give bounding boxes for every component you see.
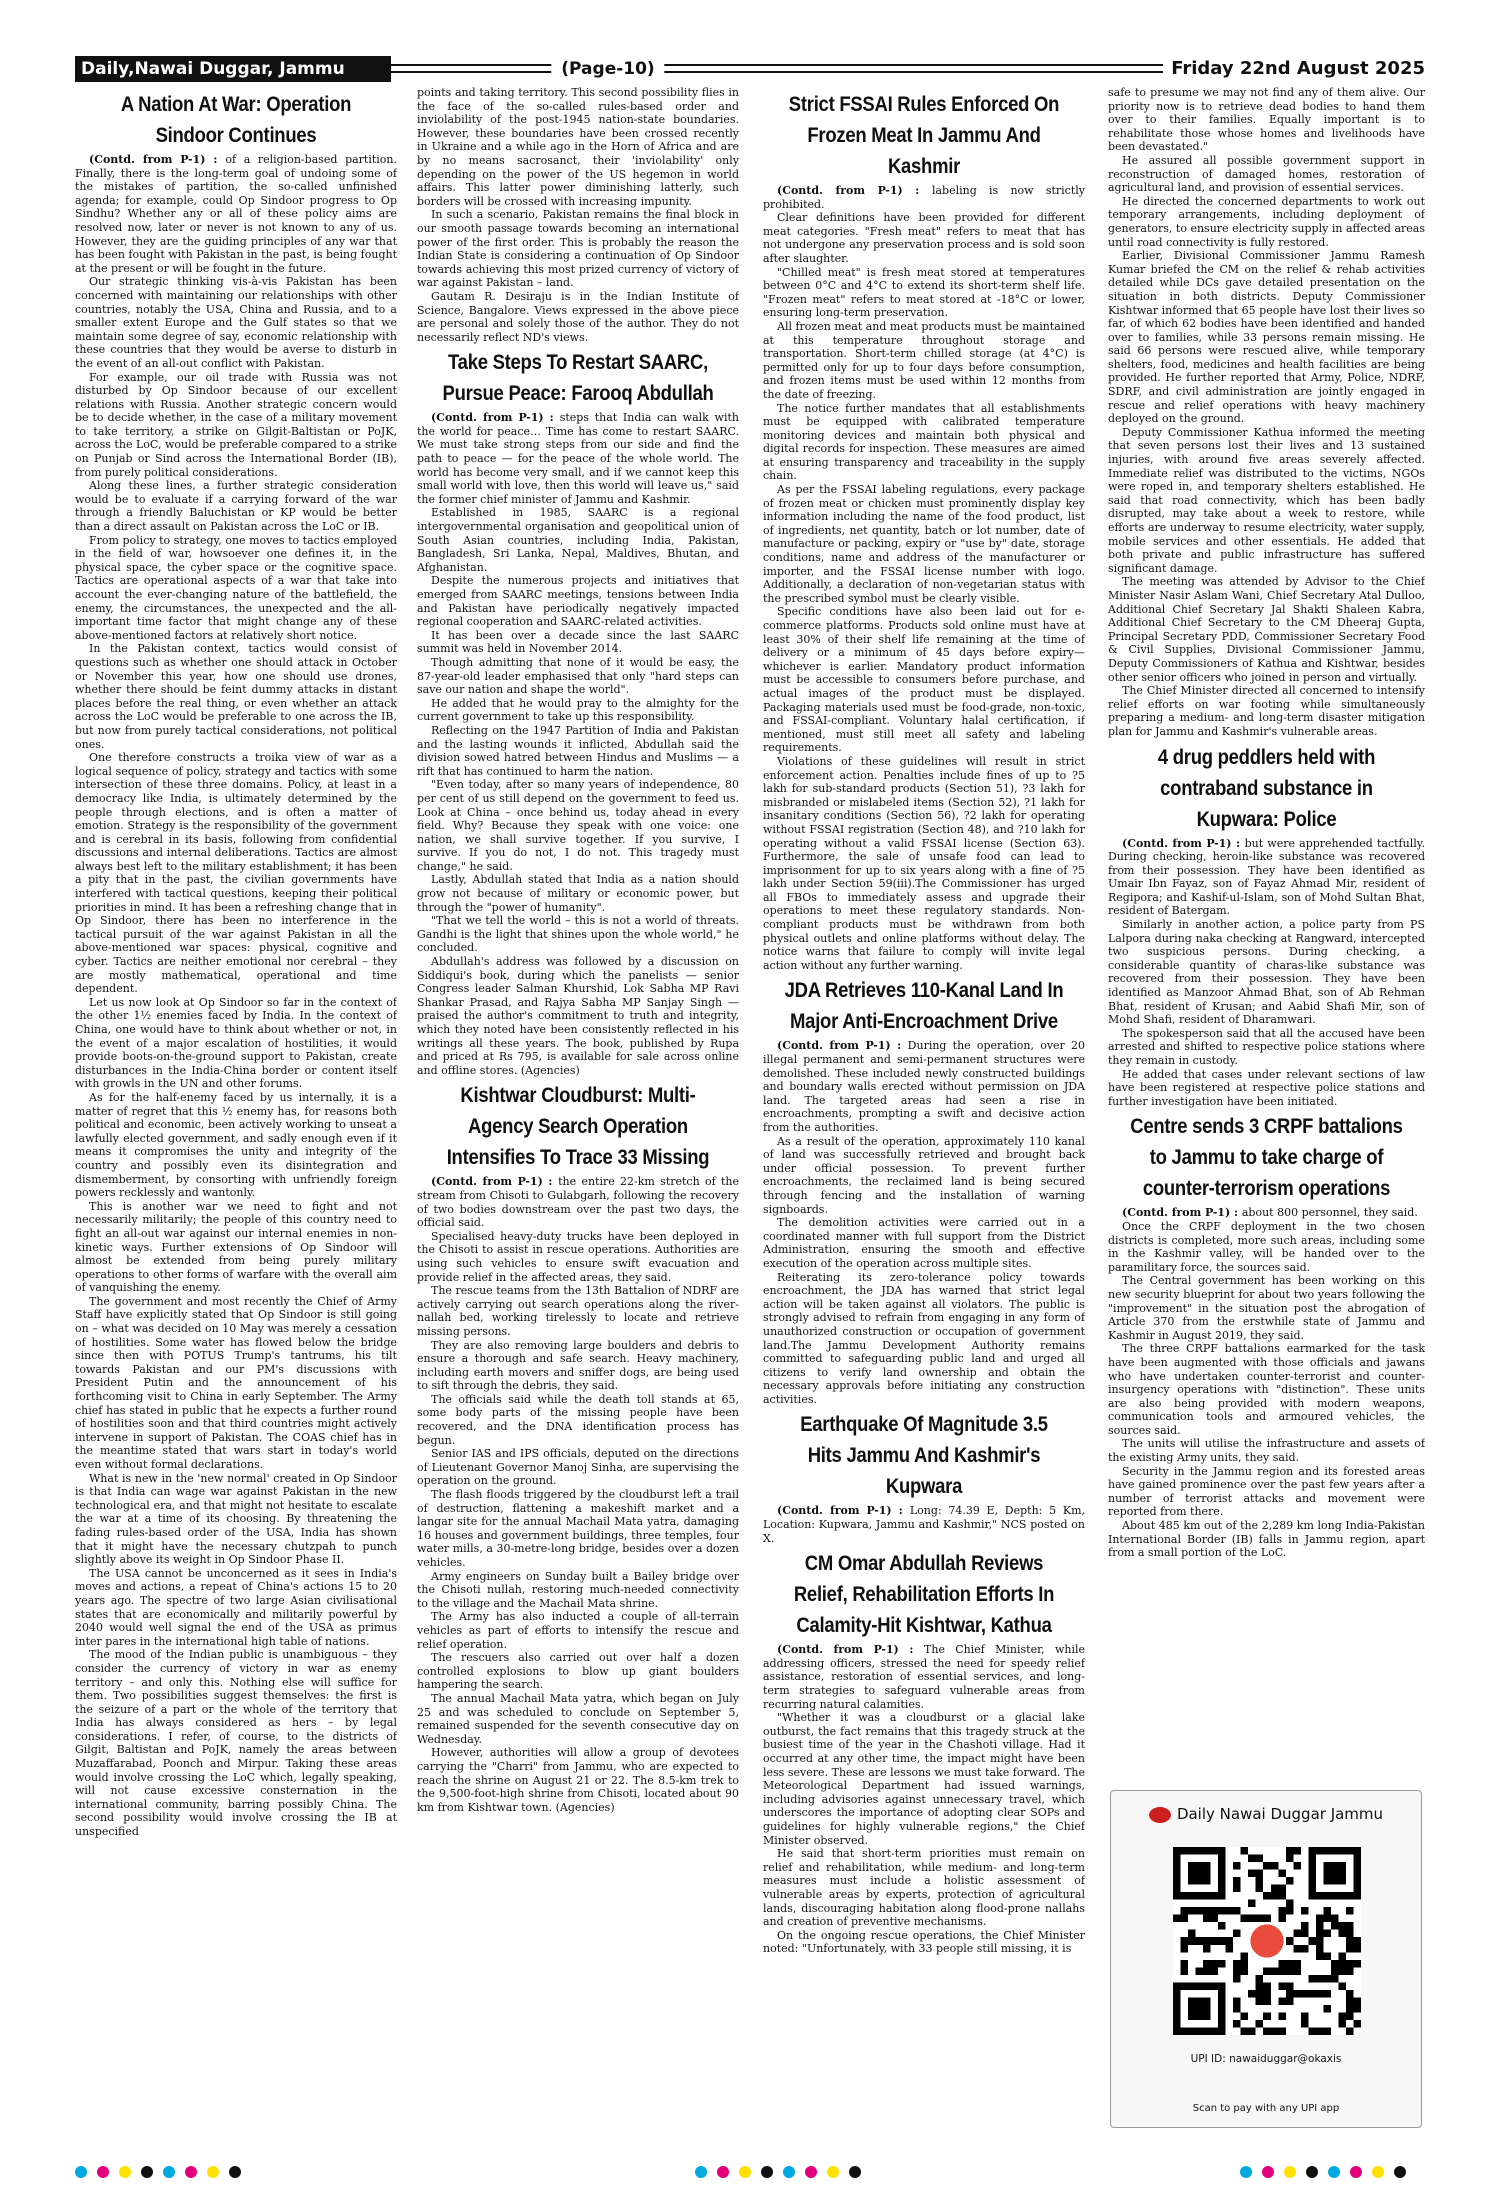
- article-paragraph: The government and most recently the Chief of Army Staff have explicitly stated that Op Sindoor is still going on – what was decided on 10 May was merely a cessation of hostilities. Some water has flowed below the bridge since then with POTUS Trump's tantrums, his tilt towards Pakistan and our PM's discussions with President Putin and the announcement of his forthcoming visit to China in early September. The Army chief has stated in public that he expects a further round of hostilities soon and that third countries might actively intervene in support of Pakistan. The COAS chief has in the meantime stated that wars start in today's world even without formal declarations.: [75, 1294, 397, 1471]
- article-paragraph: The notice further mandates that all establishments must be equipped with calibrated temperature monitoring devices and maintain both physical and digital records for inspection. These measures are aimed at ensuring transparency and traceability in the supply chain.: [763, 401, 1085, 483]
- article-paragraph: The flash floods triggered by the cloudburst left a trail of destruction, flattening a makeshift market and a langar site for the annual Machail Mata yatra, damaging 16 houses and government buildings, three temples, four water mills, a 30-metre-long bridge, besides over a dozen vehicles.: [417, 1488, 739, 1569]
- article-paragraph: (Contd. from P-1) : about 800 personnel, they said.: [1122, 1206, 1418, 1220]
- continued-from-label: (Contd. from P-1) :: [777, 184, 932, 197]
- article-paragraph: (Contd. from P-1) : The Chief Minister, while addressing officers, stressed the need for speedy relief assistance, restoration of essential services, and long-term strategies to safeguard vulnerable areas from recurring natural calamities.: [763, 1643, 1085, 1711]
- continued-from-label: (Contd. from P-1) :: [777, 1504, 910, 1518]
- continued-from-label: (Contd. from P-1) :: [89, 153, 226, 166]
- column-3: [763, 86, 1085, 2146]
- article-paragraph: Clear definitions have been provided for different meat categories. "Fresh meat" refers to meat that has not undergone any preservation process and is sold soon after slaughter.: [763, 211, 1085, 265]
- registration-dot: [1394, 2166, 1406, 2178]
- article-paragraph: Reflecting on the 1947 Partition of India and Pakistan and the lasting wounds it inflicted, Abdullah said the division sowed hatred between Hindus and Muslims — a rift that has continued to harm the nation.: [417, 723, 739, 778]
- registration-dot: [849, 2166, 861, 2178]
- headline-fssai: Strict FSSAI Rules Enforced On Frozen Meat In Jammu And Kashmir: [788, 93, 1060, 178]
- article-paragraph: (Contd. from P-1) : Long: 74.39 E, Depth: 5 Km, Location: Kupwara, Jammu and Kashmir," NCS posted on X.: [763, 1504, 1085, 1545]
- headline-drug-peddlers: 4 drug peddlers held with contraband substance in Kupwara: Police: [1157, 745, 1376, 831]
- registration-dot: [783, 2166, 795, 2178]
- article-paragraph: About 485 km out of the 2,289 km long India-Pakistan International Border (IB) falls in Jammu region, apart from a small portion of the LoC.: [1108, 1519, 1425, 1560]
- article-paragraph: Senior IAS and IPS officials, deputed on the directions of Lieutenant Governor Manoj Sinha, are supervising the operation on the ground.: [417, 1447, 739, 1488]
- column-1: [75, 86, 397, 2146]
- article-paragraph: Despite the numerous projects and initiatives that emerged from SAARC meetings, tensions between India and Pakistan have periodically negatively impacted regional cooperation and SAARC-related activities.: [417, 574, 739, 629]
- article-paragraph: Reiterating its zero-tolerance policy towards encroachment, the JDA has warned that strict legal action will be taken against all violators. The public is strongly advised to refrain from engaging in any form of unauthorized construction or occupation of government land.The Jammu Development Authority remains committed to safeguarding public land and urged all citizens to verify land ownership and obtain the necessary approvals before initiating any construction activities.: [763, 1270, 1085, 1406]
- continued-from-label: (Contd. from P-1) :: [777, 1643, 925, 1657]
- article-paragraph: safe to presume we may not find any of them alive. Our priority now is to retrieve dead bodies to hand them over to their families. Equally important is to rehabilitate those whose homes and livelihoods have been devastated.": [1108, 86, 1425, 154]
- headline-cm-relief: CM Omar Abdullah Reviews Relief, Rehabilitation Efforts In Calamity-Hit Kishtwar, Kathua: [793, 1552, 1055, 1638]
- article-paragraph: Though admitting that none of it would be easy, the 87-year-old leader emphasised that only "hard steps can save our nation and shape the world".: [417, 655, 739, 697]
- article-paragraph: Specific conditions have also been laid out for e-commerce platforms. Products sold online must have at least 30% of their shelf life remaining at the time of delivery or a minimum of 45 days before expiry—whichever is earlier. Mandatory product information must be accessible to consumers before purchase, and actual images of the product must be displayed. Packaging materials used must be food-grade, non-toxic, and FSSAI-compliant. Voluntary halal certification, if mentioned, must still meet all safety and labeling requirements.: [763, 605, 1085, 755]
- article-paragraph: The Chief Minister directed all concerned to intensify relief efforts on war footing while simultaneously preparing a medium- and long-term disaster mitigation plan for Jammu and Kashmir's vulnerable areas.: [1108, 684, 1425, 738]
- article-paragraph: "That we tell the world – this is not a world of threats. Gandhi is the light that shines upon the whole world," he concluded.: [417, 914, 739, 955]
- article-paragraph: Violations of these guidelines will result in strict enforcement action. Penalties include fines of up to ?5 lakh for sub-standard products (Section 51), ?3 lakh for misbranded or mislabeled items (Section 52), ?1 lakh for insanitary conditions (Section 56), ?2 lakh for operating without FSSAI registration (Section 48), and ?10 lakh for operating without a valid FSSAI license (Section 63). Furthermore, the sale of unsafe food can lead to imprisonment for up to six years along with a fine of ?5 lakh under Section 59(iii).The Commissioner has urged all FBOs to immediately assess and upgrade their operations to meet these regulatory standards. Non-compliant products must be withdrawn from both physical outlets and online platforms without delay. The notice warns that failure to comply will invite legal action without any further warning.: [763, 754, 1085, 972]
- article-paragraph: As for the half-enemy faced by us internally, it is a matter of regret that this ½ enemy has, for reasons both political and economic, been actively working to unseat a lawfully elected government, and sadly enough even if it means it compromises the unity and integrity of the country and possibly even its disintegration and dismemberment, by consorting with unfriendly foreign powers recklessly and wantonly.: [75, 1090, 397, 1200]
- article-paragraph: Earlier, Divisional Commissioner Jammu Ramesh Kumar briefed the CM on the relief & rehab activities detailed while DCs gave detailed presentation on the situation in both districts. Deputy Commissioner Kishtwar informed that 65 people have lost their lives so far, of which 62 bodies have been identified and handed over to families, while 33 persons remain missing. He said 66 persons were rescued alive, while temporary shelters, food, medicines and health facilities are being provided. He further reported that Army, Police, NDRF, SDRF, and civil administration are jointly engaged in rescue and relief operations with heavy machinery deployed on the ground.: [1108, 249, 1425, 426]
- headline-saarc: Take Steps To Restart SAARC, Pursue Peace: Farooq Abdullah: [442, 351, 714, 406]
- continued-from-label: (Contd. from P-1) :: [431, 411, 560, 425]
- registration-dot: [207, 2166, 219, 2178]
- article-paragraph: For example, our oil trade with Russia was not disturbed by Op Sindoor because of our excellent relations with Russia. Another strategic concern would be to decide whether, in the case of a military movement to take territory, a strike on Gilgit-Baltistan or PoJK, across the LoC, would be preferable compared to a strike on Punjab or Sind across the International Border (IB), from purely political considerations.: [75, 370, 397, 479]
- article-paragraph: The rescue teams from the 13th Battalion of NDRF are actively carrying out search operations along the river-nallah bed, working tirelessly to locate and retrieve missing persons.: [417, 1284, 739, 1338]
- article-paragraph: (Contd. from P-1) : steps that India can walk with the world for peace… Time has come to restart SAARC. We must take strong steps from our side and find the path to peace — for the peace of the whole world. The world has become very small, and if we cannot keep this small world with love, then this world will leave us," said the former chief minister of Jammu and Kashmir.: [417, 411, 739, 506]
- article-paragraph: In the Pakistan context, tactics would consist of questions such as whether one should attack in October or November this year, how one should use drones, whether there should be feint dummy attacks in distant places before the real thing, or even whether an attack across the LoC would be preferable to one across the IB, but now from purely tactical considerations, not political ones.: [75, 642, 397, 751]
- article-paragraph: Specialised heavy-duty trucks have been deployed in the Chisoti to assist in rescue operations. Authorities are using such vehicles to ensure swift evacuation and provide relief in the affected areas, they said.: [417, 1229, 739, 1284]
- article-paragraph: Gautam R. Desiraju is in the Indian Institute of Science, Bangalore. Views expressed in the above piece are personal and solely those of the author. They do not necessarily reflect ND's views.: [417, 289, 739, 344]
- article-paragraph: He said that short-term priorities must remain on relief and rehabilitation, while medium- and long-term measures must include a holistic assessment of vulnerable areas by experts, protection of agricultural lands, discouraging habitation along flood-prone nallahs and creation of preventive mechanisms.: [763, 1847, 1085, 1929]
- registration-dot: [163, 2166, 175, 2178]
- article-paragraph: Along these lines, a further strategic consideration would be to evaluate if a carrying forward of the war through a friendly Baluchistan or KP would be better than a direct assault on Pakistan across the LoC or IB.: [75, 479, 397, 534]
- article-paragraph: On the ongoing rescue operations, the Chief Minister noted: "Unfortunately, with 33 people still missing, it is: [763, 1928, 1085, 1956]
- article-paragraph: The rescuers also carried out over half a dozen controlled explosions to blow up giant boulders hampering the search.: [417, 1651, 739, 1692]
- registration-dot: [1372, 2166, 1384, 2178]
- article-paragraph: The spokesperson said that all the accused have been arrested and shifted to respective police stations where they remain in custody.: [1108, 1026, 1425, 1067]
- article-paragraph: It has been over a decade since the last SAARC summit was held in November 2014.: [417, 628, 739, 656]
- article-paragraph: The demolition activities were carried out in a coordinated manner with full support from the District Administration, ensuring the smooth and effective execution of the operation across multiple sites.: [763, 1216, 1085, 1270]
- upi-ad: [1110, 1790, 1422, 2128]
- headline-kishtwar: Kishtwar Cloudburst: Multi-Agency Search Operation Intensifies To Trace 33 Missing: [446, 1084, 710, 1170]
- article-paragraph: (Contd. from P-1) : During the operation, over 20 illegal permanent and semi-permanent structures were demolished. These included newly constructed buildings and boundary walls erected without permission on JDA land. The targeted areas had seen a rise in encroachments, prompting a swift and decisive action from the authorities.: [763, 1039, 1085, 1134]
- article-paragraph: As per the FSSAI labeling regulations, every package of frozen meat or chicken must prominently display key information including the name of the food product, list of ingredients, net quantity, batch or lot number, date of manufacture or packing, expiry or "use by" date, storage conditions, name and address of the manufacturer or importer, and the FSSAI license number with logo. Additionally, a declaration of non-vegetarian status with the prescribed symbol must be clearly visible.: [763, 483, 1085, 605]
- headline-crpf: Centre sends 3 CRPF battalions to Jammu to take charge of counter-terrorism operations: [1130, 1115, 1403, 1201]
- upi-id: UPI ID: nawaiduggar@okaxis: [1190, 2053, 1342, 2065]
- article-paragraph: The mood of the Indian public is unambiguous – they consider the currency of victory in war as enemy territory – and only this. Nothing else will suffice for them. Two possibilities suggest themselves: the first is the seizure of a part or the whole of the territory that India has always considered as hers – by legal considerations. I refer, of course, to the districts of Gilgit, Baltistan and PoJK, namely the areas between Muzaffarabad, Poonch and Mirpur. Taking these areas would involve crossing the LoC which, legally speaking, will not cause excessive consternation in the international community, barring possibly China. The second possibility would involve crossing the IB at unspecified: [75, 1648, 397, 1839]
- article-paragraph: The meeting was attended by Advisor to the Chief Minister Nasir Aslam Wani, Chief Secretary Atal Dulloo, Additional Chief Secretary Jal Shakti Shaleen Kabra, Additional Chief Secretary to the CM Dheeraj Gupta, Principal Secretary PDD, Commissioner Secretary Food & Civil Supplies, Divisional Commissioner Jammu, Deputy Commissioners of Kathua and Kishtwar, besides other senior officers who joined in person and virtually.: [1108, 575, 1425, 684]
- article-paragraph: Abdullah's address was followed by a discussion on Siddiqui's book, during which the panelists — senior Congress leader Salman Khurshid, Lok Sabha MP Ravi Shankar Prasad, and Rajya Sabha MP Sanjay Singh — praised the author's commitment to truth and integrity, which they noted have been consistently reflected in his writings all these years. The book, published by Rupa and priced at Rs 795, is available for sale across online and offline stores. (Agencies): [417, 955, 739, 1077]
- registration-dot: [1284, 2166, 1296, 2178]
- article-paragraph: Deputy Commissioner Kathua informed the meeting that seven persons lost their lives and 13 sustained injuries, with around five areas severely affected. Immediate relief was distributed to the victims, NGOs were roped in, and temporary shelters established. He said that road connectivity, which has been badly disrupted, may take about a week to restore, while efforts are underway to resume electricity, water supply, mobile services and other essentials. He added that both private and public infrastructure has suffered significant damage.: [1108, 425, 1425, 575]
- article-paragraph: "Whether it was a cloudburst or a glacial lake outburst, the fact remains that this tragedy struck at the busiest time of the year in the Chashoti village. Had it occurred at any other time, the impact might have been less severe. These are lessons we must take forward. The Meteorological Department had issued warnings, including advisories against unnecessary travel, which underscores the importance of adopting clear SOPs and guidelines for highly vulnerable regions," the Chief Minister observed.: [763, 1711, 1085, 1847]
- article-paragraph: Lastly, Abdullah stated that India as a nation should grow not because of military or economic power, but through the "power of humanity".: [417, 873, 739, 914]
- article-paragraph: The USA cannot be unconcerned as it sees in India's moves and actions, a repeat of China's actions 15 to 20 years ago. The spectre of two large Asian civilisational states that are economically and militarily powerful by 2040 would well signal the end of the USA as primus inter pares in the international high table of nations.: [75, 1566, 397, 1648]
- article-paragraph: "Even today, after so many years of independence, 80 per cent of us still depend on the government to feed us. Look at China – once behind us, today ahead in every field. Why? Because they speak with one voice: one nation, we shall survive together. If you survive, I survive. If you do not, I do not. This tragedy must change," he said.: [417, 778, 739, 873]
- registration-dot: [739, 2166, 751, 2178]
- article-paragraph: The annual Machail Mata yatra, which began on July 25 and was scheduled to conclude on September 5, remained suspended for the seventh consecutive day on Wednesday.: [417, 1691, 739, 1746]
- column-2: [417, 86, 739, 2146]
- registration-dot: [185, 2166, 197, 2178]
- article-paragraph: He assured all possible government support in reconstruction of damaged homes, restoration of agricultural land, and provision of essential services.: [1108, 153, 1425, 195]
- registration-dot: [805, 2166, 817, 2178]
- article-paragraph: However, authorities will allow a group of devotees carrying the "Charri" from Jammu, who are expected to reach the shrine on August 21 or 22. The 8.5-km trek to the 9,500-foot-high shrine from Chisoti, located about 90 km from Kishtwar town. (Agencies): [417, 1746, 739, 1814]
- registration-dot: [1350, 2166, 1362, 2178]
- article-paragraph: The Army has also inducted a couple of all-terrain vehicles as part of efforts to intensify the rescue and relief operation.: [417, 1610, 739, 1651]
- registration-dot: [695, 2166, 707, 2178]
- article-paragraph: (Contd. from P-1) : but were apprehended tactfully. During checking, heroin-like substance was recovered from their possession. They have been identified as Umair Ibn Fayaz, son of Fayaz Ahmad Mir, resident of Regipora; and Kashif-ul-Islam, son of Mohd Sultan Bhat, resident of Batergam.: [1108, 836, 1425, 918]
- headline-earthquake: Earthquake Of Magnitude 3.5 Hits Jammu And Kashmir's Kupwara: [800, 1413, 1048, 1499]
- continued-from-label: (Contd. from P-1) :: [1122, 1206, 1242, 1220]
- article-paragraph: The Central government has been working on this new security blueprint for about two years following the "improvement" in the situation post the abrogation of Article 370 from the erstwhile state of Jammu and Kashmir in August 2019, they said.: [1108, 1274, 1425, 1342]
- registration-marks: [0, 2166, 1500, 2180]
- registration-dot: [1328, 2166, 1340, 2178]
- continued-from-label: (Contd. from P-1) :: [431, 1175, 559, 1189]
- article-paragraph: He added that cases under relevant sections of law have been registered at respective police stations and further investigation have been initiated.: [1108, 1067, 1425, 1108]
- article-paragraph: (Contd. from P-1) : labeling is now strictly prohibited.: [763, 184, 1085, 211]
- article-paragraph: All frozen meat and meat products must be maintained at this temperature throughout storage and transportation. Short-term chilled storage (at 4°C) is permitted only for up to four days before consumption, and frozen items must be used within 12 months from the date of freezing.: [763, 319, 1085, 401]
- registration-dot: [97, 2166, 109, 2178]
- registration-dot: [75, 2166, 87, 2178]
- registration-dot: [119, 2166, 131, 2178]
- registration-dot: [761, 2166, 773, 2178]
- article-paragraph: The units will utilise the infrastructure and assets of the existing Army units, they said.: [1108, 1437, 1425, 1465]
- article-paragraph: He directed the concerned departments to work out temporary arrangements, including deployment of generators, to ensure electricity supply in affected areas until road connectivity is fully restored.: [1108, 194, 1425, 249]
- headline-jda: JDA Retrieves 110-Kanal Land In Major Anti-Encroachment Drive: [784, 979, 1064, 1034]
- article-paragraph: Established in 1985, SAARC is a regional intergovernmental organisation and geopolitical union of South Asian countries, including India, Pakistan, Bangladesh, Sri Lanka, Nepal, Maldives, Bhutan, and Afghanistan.: [417, 506, 739, 574]
- paper-name: Daily,Nawai Duggar, Jammu: [75, 56, 391, 82]
- page-number: (Page-10): [551, 56, 664, 82]
- registration-dot: [1240, 2166, 1252, 2178]
- headline-nation-at-war: A Nation At War: Operation Sindoor Continues: [120, 93, 352, 147]
- article-paragraph: (Contd. from P-1) : of a religion-based partition. Finally, there is the long-term goal of undoing some of the mistakes of partition, the so-called unfinished agenda; for example, could Op Sindoor progress to Op Sindhu? Whether any or all of these policy aims are resolved now, later or never is not known to any of us. However, they are the guiding principles of any war that has been fought with Pakistan in the past, is being fought at the present or will be fought in the future.: [75, 153, 397, 275]
- registration-dot: [827, 2166, 839, 2178]
- article-paragraph: He added that he would pray to the almighty for the current government to take up this responsibility.: [417, 696, 739, 724]
- article-paragraph: This is another war we need to fight and not necessarily militarily; the people of this country need to fight an all-out war against our internal enemies in non-kinetic ways. Further extensions of Op Sindoor will almost be extended from being purely military operations to other forms of warfare with the overall aim of vanquishing the enemy.: [75, 1199, 397, 1295]
- article-paragraph: What is new in the 'new normal' created in Op Sindoor is that India can wage war against Pakistan in the new technological era, and that might not hesitate to escalate the war at a time of its choosing. By threatening the fading rules-based order of the USA, India has shown that it might have the necessary chutzpah to punch slightly above its weight in Op Sindoor Phase II.: [75, 1471, 397, 1567]
- article-paragraph: As a result of the operation, approximately 110 kanal of land was successfully retrieved and brought back under official possession. To prevent further encroachments, the reclaimed land is being secured through fencing and the installation of warning signboards.: [763, 1134, 1085, 1216]
- scan-caption: Scan to pay with any UPI app: [1192, 2103, 1340, 2114]
- article-paragraph: Our strategic thinking vis-à-vis Pakistan has been concerned with maintaining our relationships with other countries, notably the USA, China and Russia, and to a smaller extent Europe and the Gulf states so that we maintain some degree of say, economic relationship with these countries that they would be averse to disturb in the event of an all-out conflict with Pakistan.: [75, 275, 397, 370]
- article-paragraph: One therefore constructs a troika view of war as a logical sequence of policy, strategy and tactics with some intersection of these three domains. Policy, at least in a democracy like India, is ultimately determined by the people through elections, and is often a matter of emotion. Strategy is the responsibility of the government and is cerebral in its basis, following from confidential discussions and internal deliberations. Tactics are almost always best left to the military establishment; it has been a pity that in the past, the civilian governments have interfered with tactical questions, keeping their political priorities in mind. It has been a refreshing change that in Op Sindoor, there has been no interference in the tactical pursuit of the war against Pakistan in all the above-mentioned war spaces: physical, cognitive and cyber. Tactics are neither emotional nor cerebral – they are mostly mathematical, operational and time dependent.: [75, 751, 397, 996]
- article-paragraph: points and taking territory. This second possibility flies in the face of the so-called rules-based order and inviolability of the post-1945 nation-state boundaries. However, these boundaries have been crossed recently in Ukraine and a while ago in the Horn of Africa and are by no means sacrosanct, their 'inviolability' only depending on the power of the US hegemon in world affairs. This latter power diminishing latterly, such borders will be crossed with increasing impunity.: [417, 86, 739, 208]
- continued-from-label: (Contd. from P-1) :: [1122, 836, 1245, 850]
- qr-code-icon[interactable]: [1173, 1847, 1361, 2035]
- masthead: [75, 56, 1425, 82]
- ad-title: Daily Nawai Duggar Jammu: [1176, 1805, 1384, 1823]
- registration-dot: [1262, 2166, 1274, 2178]
- article-paragraph: From policy to strategy, one moves to tactics employed in the field of war, howsoever one defines it, in the physical space, the cyber space or the cognitive space. Tactics are operational aspects of a war that take into account the ever-changing nature of the battlefield, the enemy, the circumstances, the unexpected and the all-important time factor that might change any of these above-mentioned factors at relatively short notice.: [75, 533, 397, 642]
- issue-date: Friday 22nd August 2025: [1163, 56, 1425, 82]
- article-paragraph: In such a scenario, Pakistan remains the final block in our smooth passage towards becoming an international power of the first order. This is probably the reason the Indian State is considering a continuation of Op Sindoor towards achieving this most prized currency of victory of war against Pakistan – land.: [417, 208, 739, 290]
- registration-dot: [141, 2166, 153, 2178]
- article-paragraph: Let us now look at Op Sindoor so far in the context of the other 1½ enemies faced by India. In the context of China, one would have to think about whether or not, in the event of a major escalation of hostilities, it would provide boots-on-the-ground support to Pakistan, create disturbances in the India-China border or content itself with growls in the UN and other forums.: [75, 995, 397, 1091]
- article-paragraph: The officials said while the death toll stands at 65, some body parts of the missing people have been recovered, and the DNA identification process has begun.: [417, 1392, 739, 1447]
- article-paragraph: Once the CRPF deployment in the two chosen districts is completed, more such areas, including some in the Kashmir valley, will be handed over to the paramilitary force, the sources said.: [1108, 1219, 1425, 1274]
- article-paragraph: The three CRPF battalions earmarked for the task have been augmented with those officials and jawans who have undertaken counter-terrorist and counter-insurgency operations with "distinction". These units are also being provided with modern weapons, communication tools and armoured vehicles, the sources said.: [1108, 1342, 1425, 1437]
- article-paragraph: Army engineers on Sunday built a Bailey bridge over the Chisoti nullah, restoring much-needed connectivity to the village and the Machail Mata shrine.: [417, 1569, 739, 1610]
- continued-from-label: (Contd. from P-1) :: [777, 1039, 908, 1053]
- registration-dot: [717, 2166, 729, 2178]
- paper-logo-icon: [1149, 1807, 1171, 1823]
- article-paragraph: (Contd. from P-1) : the entire 22-km stretch of the stream from Chisoti to Gulabgarh, following the recovery of two bodies downstream over the past two days, the official said.: [417, 1175, 739, 1230]
- registration-dot: [229, 2166, 241, 2178]
- article-paragraph: Security in the Jammu region and its forested areas have gained prominence over the past few years after a number of terrorist attacks and movement were reported from there.: [1108, 1464, 1425, 1519]
- article-paragraph: They are also removing large boulders and debris to ensure a thorough and safe search. Heavy machinery, including earth movers and sniffer dogs, are being used to sift through the debris, they said.: [417, 1338, 739, 1393]
- registration-dot: [1306, 2166, 1318, 2178]
- article-paragraph: "Chilled meat" is fresh meat stored at temperatures between 0°C and 4°C to extend its short-term shelf life. "Frozen meat" refers to meat stored at -18°C or lower, ensuring long-term preservation.: [763, 265, 1085, 320]
- article-paragraph: Similarly in another action, a police party from PS Lalpora during naka checking at Rangward, intercepted two suspicious persons. During checking, a considerable quantity of charas-like substance was recovered from their possession. They have been identified as Manzoor Ahmad Bhat, son of Ab Rehman Bhat, resident of Krusan; and Aabid Shafi Mir, son of Mohd Shafi, resident of Dharamwari.: [1108, 918, 1425, 1027]
